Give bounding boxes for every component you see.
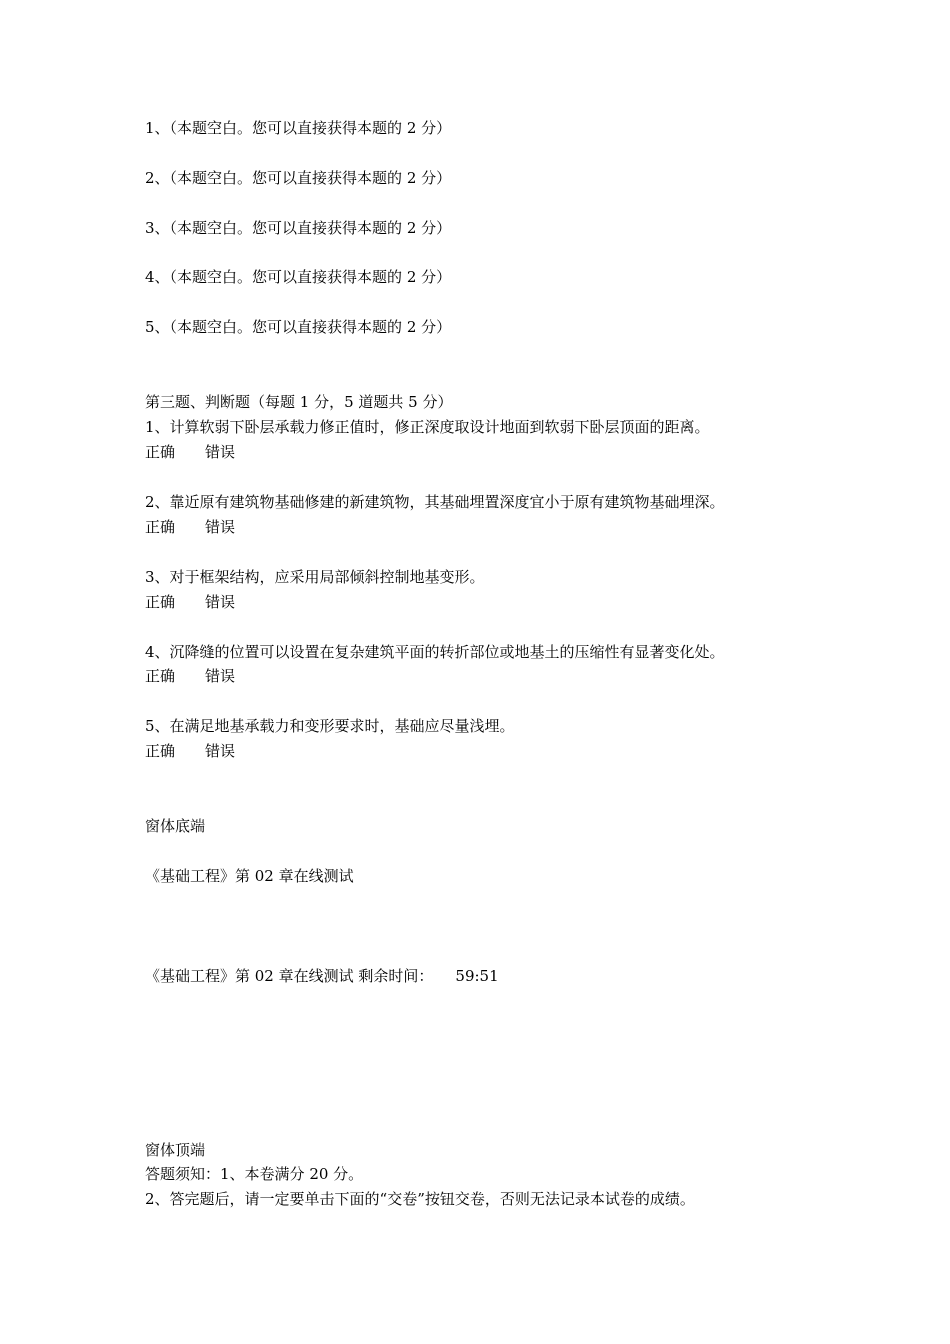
judge-question-3: 3、对于框架结构，应采用局部倾斜控制地基变形。 [145, 568, 485, 586]
test-title: 《基础工程》第 02 章在线测试 [145, 867, 354, 885]
form-top-label: 窗体顶端 [145, 1141, 206, 1159]
option-true[interactable]: 正确 [145, 742, 176, 760]
instruction-2: 2、答完题后，请一定要单击下面的“交卷”按钮交卷，否则无法记录本试卷的成绩。 [145, 1190, 695, 1208]
timer-line [145, 966, 499, 986]
option-false[interactable]: 错误 [205, 742, 236, 760]
timer-value: 59:51 [455, 967, 499, 985]
blank-question-1: 1、（本题空白。您可以直接获得本题的 2 分） [145, 119, 452, 137]
option-false[interactable]: 错误 [205, 518, 236, 536]
judge-options-3 [145, 592, 235, 612]
option-false[interactable]: 错误 [205, 593, 236, 611]
judge-options-4 [145, 666, 235, 686]
option-true[interactable]: 正确 [145, 518, 176, 536]
option-true[interactable]: 正确 [145, 443, 176, 461]
judge-question-2: 2、靠近原有建筑物基础修建的新建筑物，其基础埋置深度宜小于原有建筑物基础埋深。 [145, 493, 725, 511]
form-bottom-label: 窗体底端 [145, 817, 206, 835]
blank-question-5: 5、（本题空白。您可以直接获得本题的 2 分） [145, 318, 452, 336]
option-false[interactable]: 错误 [205, 443, 236, 461]
option-true[interactable]: 正确 [145, 667, 176, 685]
judge-question-5: 5、在满足地基承载力和变形要求时，基础应尽量浅埋。 [145, 717, 515, 735]
blank-question-2: 2、（本题空白。您可以直接获得本题的 2 分） [145, 169, 452, 187]
section-heading: 第三题、判断题（每题 1 分，5 道题共 5 分） [145, 393, 453, 411]
judge-options-1 [145, 442, 235, 462]
blank-question-4: 4、（本题空白。您可以直接获得本题的 2 分） [145, 268, 452, 286]
timer-label: 《基础工程》第 02 章在线测试 剩余时间： [145, 967, 434, 985]
option-true[interactable]: 正确 [145, 593, 176, 611]
instruction-1: 答题须知：1、本卷满分 20 分。 [145, 1165, 364, 1183]
judge-question-1: 1、计算软弱下卧层承载力修正值时，修正深度取设计地面到软弱下卧层顶面的距离。 [145, 418, 710, 436]
judge-options-5 [145, 741, 235, 761]
blank-question-3: 3、（本题空白。您可以直接获得本题的 2 分） [145, 219, 452, 237]
judge-options-2 [145, 517, 235, 537]
judge-question-4: 4、沉降缝的位置可以设置在复杂建筑平面的转折部位或地基土的压缩性有显著变化处。 [145, 643, 725, 661]
option-false[interactable]: 错误 [205, 667, 236, 685]
